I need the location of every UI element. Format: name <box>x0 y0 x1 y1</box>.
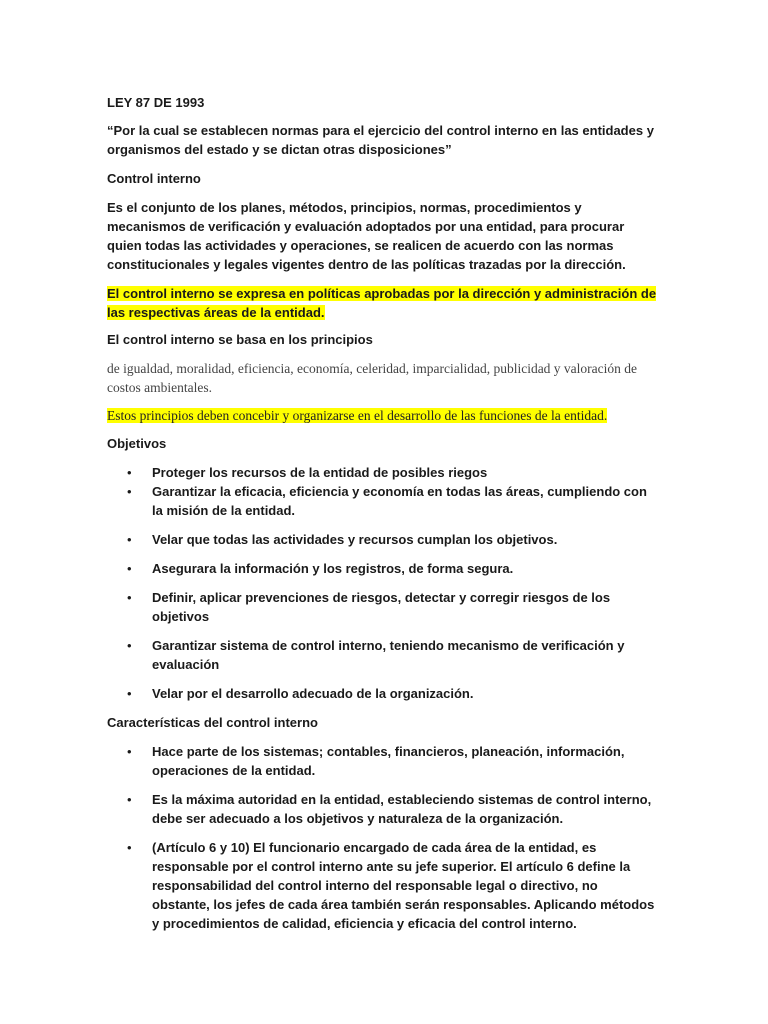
definition-paragraph: Es el conjunto de los planes, métodos, principios, normas, procedimientos y mecanismos de verificación y evaluación adoptados por una entidad, para procurar quien todas las actividades y operaciones, se realicen de acuerdo con las normas constitucionales y legales vigentes dentro de las políticas trazadas por la dirección. <box>107 200 626 272</box>
bullet-icon: • <box>127 744 132 759</box>
highlighted-text: El control interno se expresa en políticas aprobadas por la dirección y administración de las respectivas áreas de la entidad. <box>107 286 657 320</box>
caracteristicas-list <box>107 742 658 933</box>
list-item: • Velar por el desarrollo adecuado de la organización. <box>127 686 474 701</box>
list-item: • Garantizar la eficacia, eficiencia y economía en todas las áreas, cumpliendo con la misión de la entidad. <box>127 484 647 518</box>
list-item: • Definir, aplicar prevenciones de riesgos, detectar y corregir riesgos de los objetivos <box>127 590 611 624</box>
bullet-icon: • <box>127 532 132 547</box>
list-item: • Proteger los recursos de la entidad de posibles riegos <box>127 465 488 480</box>
bullet-icon: • <box>127 638 132 653</box>
highlighted-text: Estos principios deben concebir y organizarse en el desarrollo de las funciones de la entidad. <box>107 408 608 423</box>
bullet-icon: • <box>127 465 132 480</box>
list-item: • Garantizar sistema de control interno, teniendo mecanismo de verificación y evaluación <box>127 638 625 672</box>
principios-list-text: de igualdad, moralidad, eficiencia, economía, celeridad, imparcialidad, publicidad y valoración de costos ambientales. <box>107 361 638 395</box>
list-item: • Hace parte de los sistemas; contables, financieros, planeación, información, operaciones de la entidad. <box>127 744 625 778</box>
list-item: • (Artículo 6 y 10) El funcionario encargado de cada área de la entidad, es responsable por el control interno ante su jefe superior. El artículo 6 define la responsabilidad del control interno del responsable legal o directivo, no obstante, los jefes de cada área también serán responsables. Aplicando métodos y procedimientos de calidad, eficiencia y eficacia del control interno. <box>127 840 655 931</box>
document-title: LEY 87 DE 1993 <box>107 95 205 110</box>
list-item: • Asegurara la información y los registros, de forma segura. <box>127 561 514 576</box>
objetivos-list <box>107 463 658 703</box>
heading-objetivos: Objetivos <box>107 436 167 451</box>
heading-caracteristicas: Características del control interno <box>107 715 318 730</box>
heading-control-interno: Control interno <box>107 171 201 186</box>
list-item: • Es la máxima autoridad en la entidad, estableciendo sistemas de control interno, debe ser adecuado a los objetivos y naturaleza de la organización. <box>127 792 652 826</box>
bullet-icon: • <box>127 484 132 499</box>
bullet-icon: • <box>127 840 132 855</box>
bullet-icon: • <box>127 792 132 807</box>
heading-principios: El control interno se basa en los principios <box>107 332 373 347</box>
highlight-paragraph-politicas <box>107 284 658 322</box>
bullet-icon: • <box>127 590 132 605</box>
bullet-icon: • <box>127 561 132 576</box>
bullet-icon: • <box>127 686 132 701</box>
document-subtitle: “Por la cual se establecen normas para el ejercicio del control interno en las entidades y organismos del estado y se dictan otras disposiciones” <box>107 123 654 157</box>
list-item: • Velar que todas las actividades y recursos cumplan los objetivos. <box>127 532 558 547</box>
highlight-paragraph-principios <box>107 406 658 425</box>
